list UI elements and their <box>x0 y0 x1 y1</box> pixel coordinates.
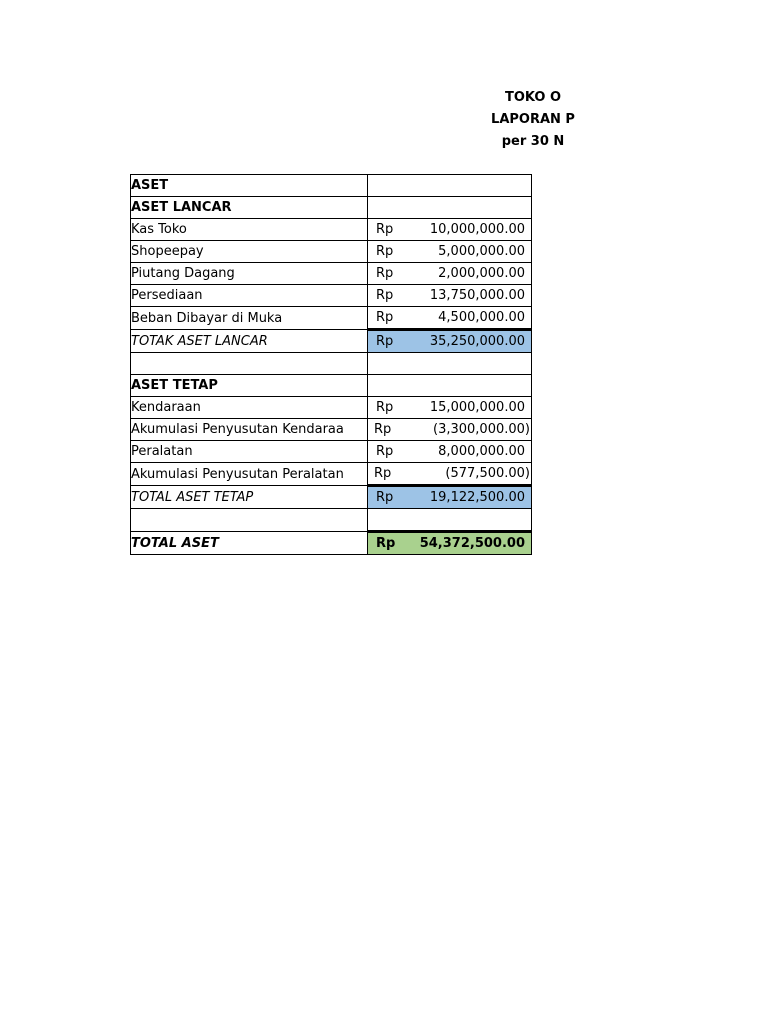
company-name: TOKO O <box>504 90 562 105</box>
row-label[interactable]: Persediaan <box>131 285 368 307</box>
amount-value: 2,000,000.00 <box>438 266 525 281</box>
table-row <box>131 241 532 263</box>
currency-symbol: Rp <box>376 490 394 505</box>
table-row <box>131 419 532 441</box>
amount-cell-empty[interactable] <box>368 509 532 532</box>
subtotal-amount-cell[interactable] <box>368 330 532 353</box>
table-row <box>131 441 532 463</box>
amount-cell-empty[interactable] <box>368 197 532 219</box>
amount-value: 5,000,000.00 <box>438 244 525 259</box>
table-row <box>131 175 532 197</box>
currency-symbol: Rp <box>374 422 392 437</box>
table-row <box>131 307 532 330</box>
subtotal-label-aset-tetap[interactable]: TOTAL ASET TETAP <box>131 486 368 509</box>
table-row <box>131 263 532 285</box>
table-row <box>131 197 532 219</box>
amount-value: (3,300,000.00) <box>433 422 530 437</box>
amount-cell[interactable] <box>368 263 532 285</box>
row-label[interactable]: Beban Dibayar di Muka <box>131 307 368 330</box>
section-heading-aset-lancar[interactable]: ASET LANCAR <box>131 197 368 219</box>
table-row <box>131 330 532 353</box>
amount-cell[interactable] <box>368 463 532 486</box>
row-label[interactable]: Piutang Dagang <box>131 263 368 285</box>
subtotal-value: 35,250,000.00 <box>429 334 525 349</box>
row-label[interactable]: Shopeepay <box>131 241 368 263</box>
table-row <box>131 532 532 555</box>
section-heading-aset[interactable]: ASET <box>131 175 368 197</box>
empty-cell[interactable] <box>131 509 368 532</box>
currency-symbol: Rp <box>376 266 394 281</box>
currency-symbol: Rp <box>376 334 394 349</box>
grand-total-amount-cell[interactable] <box>368 532 532 555</box>
report-date: per 30 N <box>501 134 565 149</box>
table-row <box>131 285 532 307</box>
amount-value: 10,000,000.00 <box>429 222 525 237</box>
row-label[interactable]: Akumulasi Penyusutan Peralatan <box>131 463 368 486</box>
currency-symbol: Rp <box>376 222 394 237</box>
amount-cell[interactable] <box>368 397 532 419</box>
currency-symbol: Rp <box>376 536 396 551</box>
currency-symbol: Rp <box>376 310 394 325</box>
grand-total-value: 54,372,500.00 <box>419 536 525 551</box>
amount-cell[interactable] <box>368 219 532 241</box>
currency-symbol: Rp <box>376 400 394 415</box>
amount-cell[interactable] <box>368 307 532 330</box>
amount-value: (577,500.00) <box>445 466 530 481</box>
row-label[interactable]: Akumulasi Penyusutan Kendaraa <box>131 419 368 441</box>
amount-value: 8,000,000.00 <box>438 444 525 459</box>
row-label[interactable]: Peralatan <box>131 441 368 463</box>
amount-value: 15,000,000.00 <box>429 400 525 415</box>
currency-symbol: Rp <box>374 466 392 481</box>
currency-symbol: Rp <box>376 288 394 303</box>
amount-cell[interactable] <box>368 441 532 463</box>
row-label[interactable]: Kas Toko <box>131 219 368 241</box>
report-header <box>300 86 575 156</box>
currency-symbol: Rp <box>376 444 394 459</box>
amount-cell[interactable] <box>368 285 532 307</box>
row-label[interactable]: Kendaraan <box>131 397 368 419</box>
amount-value: 13,750,000.00 <box>429 288 525 303</box>
grand-total-label[interactable]: TOTAL ASET <box>131 532 368 555</box>
table-row <box>131 486 532 509</box>
table-row <box>131 353 532 375</box>
table-row <box>131 219 532 241</box>
subtotal-amount-cell[interactable] <box>368 486 532 509</box>
subtotal-value: 19,122,500.00 <box>429 490 525 505</box>
amount-cell[interactable] <box>368 241 532 263</box>
amount-cell-empty[interactable] <box>368 175 532 197</box>
table-row <box>131 463 532 486</box>
amount-value: 4,500,000.00 <box>438 310 525 325</box>
currency-symbol: Rp <box>376 244 394 259</box>
subtotal-label-aset-lancar[interactable]: TOTAK ASET LANCAR <box>131 330 368 353</box>
amount-cell-empty[interactable] <box>368 353 532 375</box>
table-row <box>131 509 532 532</box>
table-row <box>131 397 532 419</box>
amount-cell[interactable] <box>368 419 532 441</box>
balance-sheet-table <box>130 174 532 555</box>
report-title: LAPORAN P <box>491 112 575 127</box>
section-heading-aset-tetap[interactable]: ASET TETAP <box>131 375 368 397</box>
amount-cell-empty[interactable] <box>368 375 532 397</box>
table-row <box>131 375 532 397</box>
empty-cell[interactable] <box>131 353 368 375</box>
